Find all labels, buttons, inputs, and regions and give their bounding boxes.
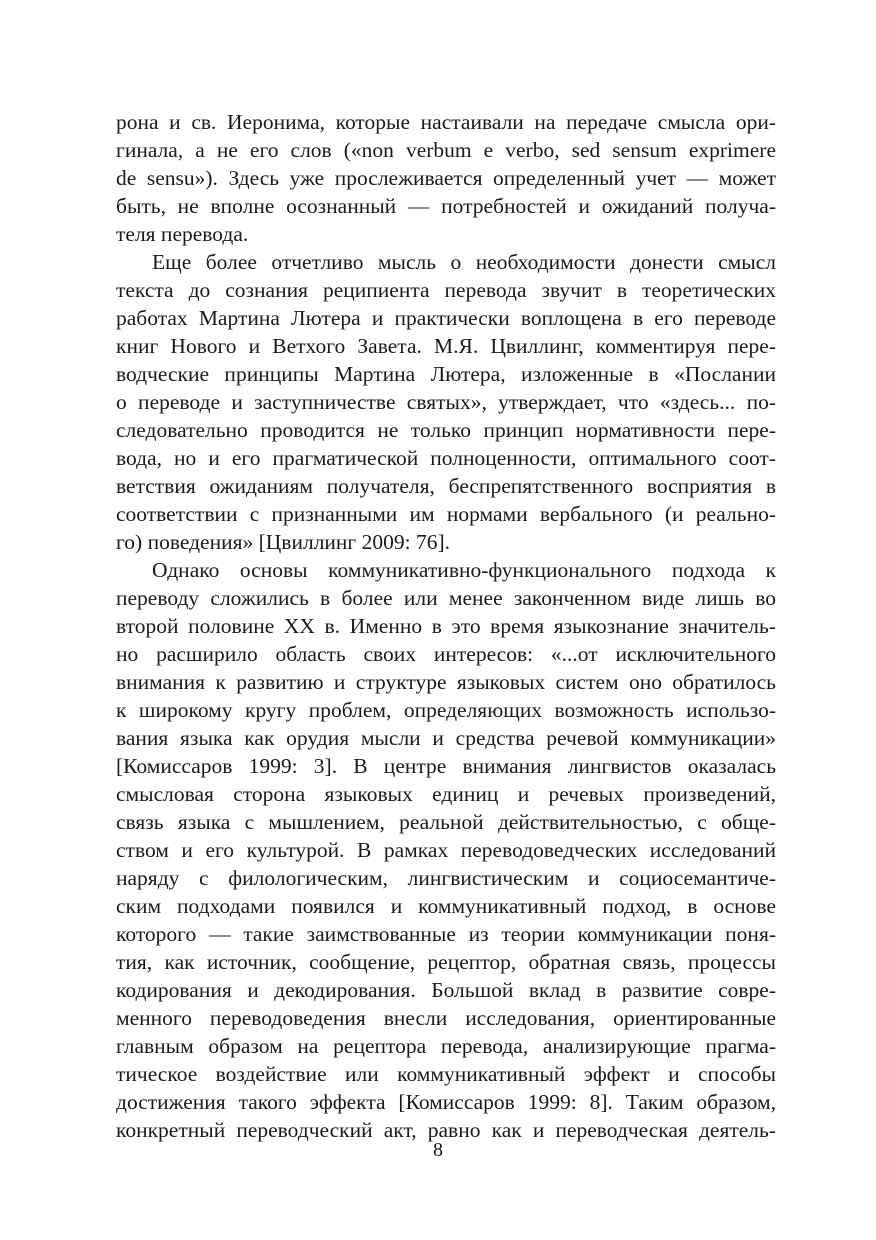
text-line: к широкому кругу проблем, определяющих возможность использо-	[116, 698, 776, 722]
text-line: работах Мартина Лютера и практически воплощена в его переводе	[116, 306, 776, 330]
text-line: го) поведения» [Цвиллинг 2009: 76].	[116, 530, 451, 554]
text-line: второй половине XX в. Именно в это время языкознание значитель-	[116, 614, 776, 638]
text-line: которого — такие заимствованные из теории коммуникации поня-	[116, 922, 776, 946]
text-line: быть, не вполне осознанный — потребностей и ожиданий получа-	[116, 194, 776, 218]
text-line: соответствии с признанными им нормами вербального (и реально-	[116, 502, 776, 526]
text-line: de sensu»). Здесь уже прослеживается определенный учет — может	[116, 166, 776, 190]
paragraph	[116, 556, 776, 1144]
text-line: главным образом на рецептора перевода, анализирующие прагма-	[116, 1034, 776, 1058]
text-line: вания языка как орудия мысли и средства речевой коммуникации»	[116, 726, 776, 750]
text-line: ством и его культурой. В рамках переводоведческих исследований	[116, 838, 776, 862]
text-line: тическое воздействие или коммуникативный эффект и способы	[116, 1062, 776, 1086]
text-line: следовательно проводится не только принцип нормативности пере-	[116, 418, 776, 442]
text-line: вода, но и его прагматической полноценности, оптимального соот-	[116, 446, 776, 470]
text-line: текста до сознания реципиента перевода звучит в теоретических	[116, 278, 776, 302]
text-line: ветствия ожиданиям получателя, беспрепятственного восприятия в	[116, 474, 776, 498]
text-line: Еще более отчетливо мысль о необходимости донести смысл	[152, 250, 776, 274]
text-line: внимания к развитию и структуре языковых систем оно обратилось	[116, 670, 776, 694]
text-line: водческие принципы Мартина Лютера, изложенные в «Послании	[116, 362, 776, 386]
text-line: рона и св. Иеронима, которые настаивали на передаче смысла ори-	[116, 110, 776, 134]
text-line: тия, как источник, сообщение, рецептор, обратная связь, процессы	[116, 950, 776, 974]
page-number: 8	[433, 1139, 443, 1161]
text-line: переводу сложились в более или менее законченном виде лишь во	[116, 586, 776, 610]
text-line: смысловая сторона языковых единиц и речевых произведений,	[116, 782, 776, 806]
text-line: менного переводоведения внесли исследования, ориентированные	[116, 1006, 776, 1030]
text-line: [Комиссаров 1999: 3]. В центре внимания лингвистов оказалась	[116, 754, 776, 778]
paragraph	[116, 108, 776, 248]
text-line: книг Нового и Ветхого Завета. М.Я. Цвиллинг, комментируя пере-	[116, 334, 776, 358]
text-line: кодирования и декодирования. Большой вклад в развитие совре-	[116, 978, 776, 1002]
text-line: гинала, а не его слов («non verbum e verbo, sed sensum exprimere	[116, 138, 776, 162]
paragraph	[116, 248, 776, 556]
text-line: Однако основы коммуникативно-функционального подхода к	[152, 558, 776, 582]
text-line: но расширило область своих интересов: «...от исключительного	[116, 642, 776, 666]
text-line: наряду с филологическим, лингвистическим и социосемантиче-	[116, 866, 776, 890]
text-line: достижения такого эффекта [Комиссаров 1999: 8]. Таким образом,	[116, 1090, 776, 1114]
text-line: о переводе и заступничестве святых», утверждает, что «здесь... по-	[116, 390, 776, 414]
text-line: конкретный переводческий акт, равно как и переводческая деятель-	[116, 1118, 776, 1142]
page-body	[116, 108, 776, 1144]
text-line: ским подходами появился и коммуникативный подход, в основе	[116, 894, 776, 918]
text-line: связь языка с мышлением, реальной действительностью, с обще-	[116, 810, 776, 834]
text-line: теля перевода.	[116, 222, 249, 246]
